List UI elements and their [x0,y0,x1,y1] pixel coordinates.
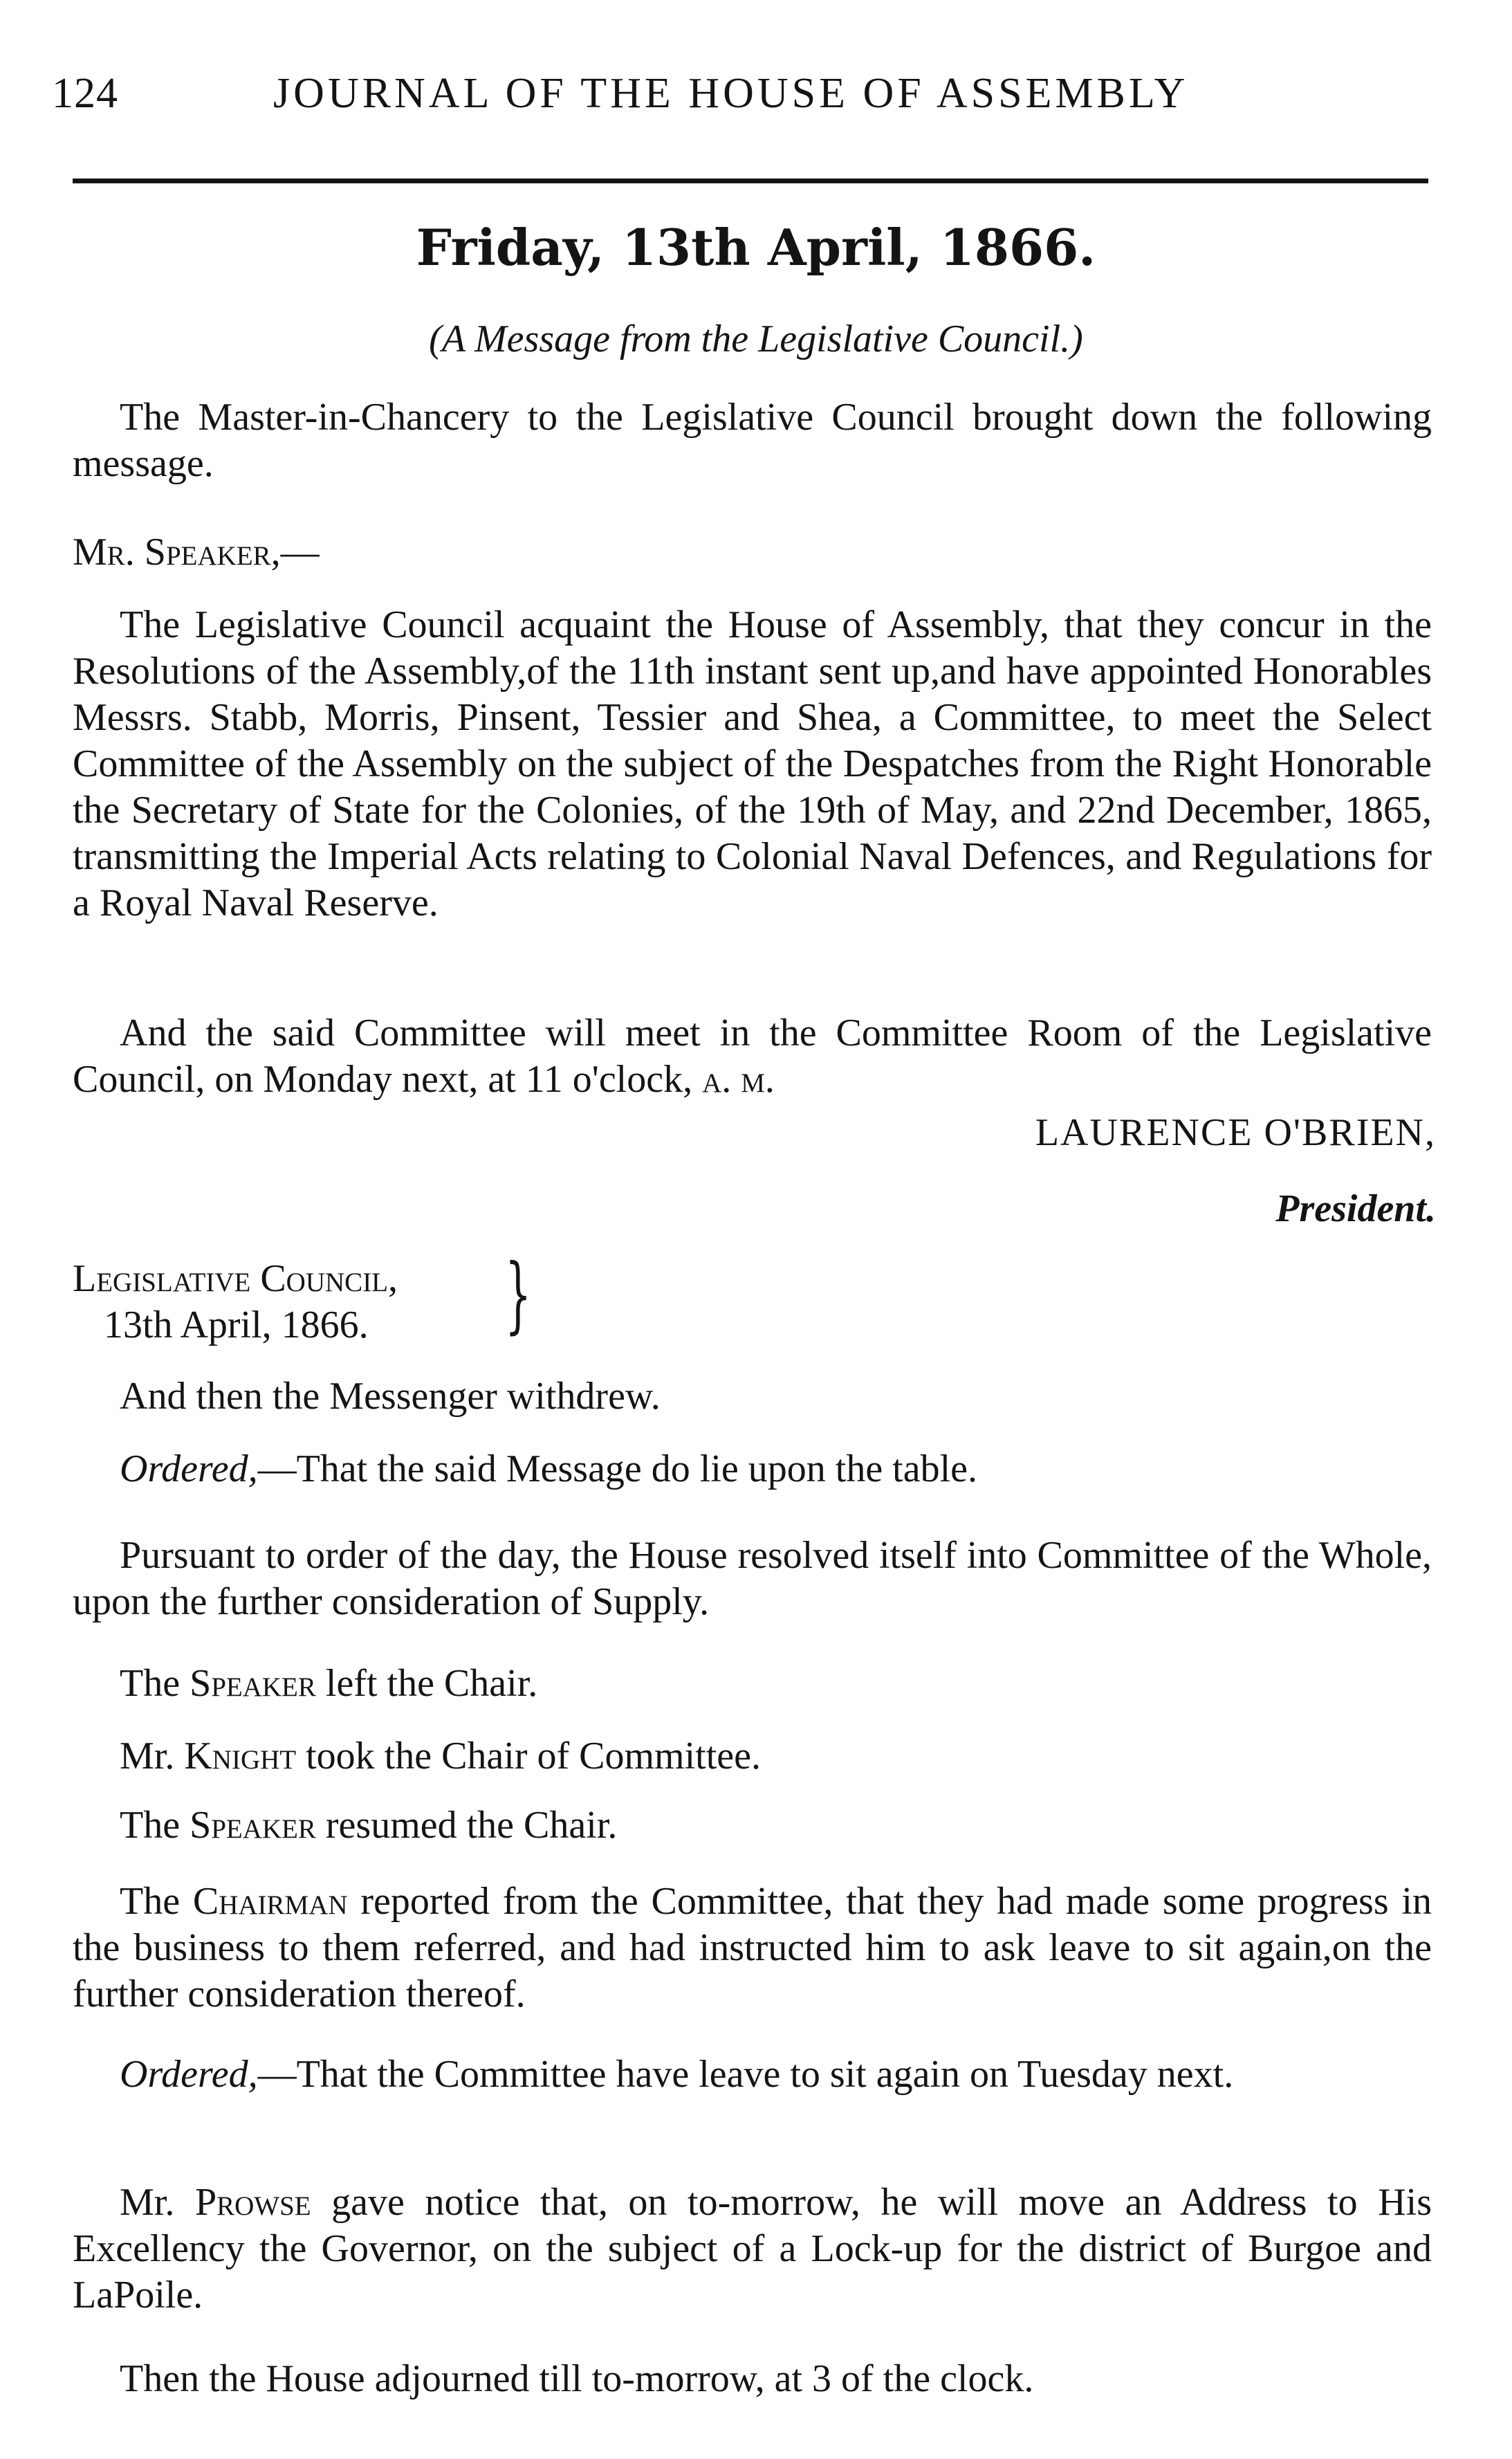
speaker-left-paragraph [73,1661,1432,1707]
ordered-paragraph-1 [73,1446,1432,1492]
knight-pre: Mr. [120,1735,185,1777]
speaker-left-pre: The [120,1662,190,1705]
dateline: Friday, 13th April, 1866. [416,218,1096,277]
knight-post: took the Chair of Committee. [296,1735,761,1777]
prowse-name: Prowse [194,2181,311,2224]
speaker-left-post: left the Chair. [315,1662,538,1705]
prowse-paragraph [73,2179,1432,2319]
meeting-text: And the said Committee will meet in the Committee Room of the Legislative Council, on Monday next, at 11 o'clock, [73,1012,1432,1101]
signature-title: President. [1275,1187,1436,1230]
knight-paragraph [73,1733,1432,1780]
header-rule [73,179,1428,183]
withdrew-paragraph: And then the Messenger withdrew. [120,1375,661,1418]
ordered-label-2: Ordered, [120,2053,258,2096]
speaker-left-name: Speaker [190,1662,316,1705]
salutation: Mr. Speaker,— [73,531,320,574]
place-date: 13th April, 1866. [104,1304,369,1346]
speaker-resumed-name: Speaker [190,1804,316,1847]
page-header [52,69,1435,131]
prowse-post: gave notice that, on to-morrow, he will move an Address to His Excellency the Governor, on the subject of a Lock-up for the district of Burgoe and LaPoile. [73,2181,1432,2316]
chairman-name: Chairman [192,1880,348,1923]
page-number: 124 [52,70,118,117]
ordered-text-1: —That the said Message do lie upon the table. [257,1447,977,1490]
speaker-resumed-paragraph [73,1802,1432,1849]
speaker-resumed-pre: The [120,1804,190,1847]
ordered-paragraph-2 [73,2051,1432,2098]
running-title: JOURNAL OF THE HOUSE OF ASSEMBLY [273,70,1189,117]
speaker-resumed-post: resumed the Chair. [315,1804,618,1847]
place-date-block [73,1256,398,1349]
knight-name: Knight [184,1735,297,1777]
intro-paragraph: The Master-in-Chancery to the Legislative Council brought down the following message. [73,396,1432,485]
supply-paragraph: Pursuant to order of the day, the House resolved itself into Committee of the Whole, upon the further consideration of Supply. [73,1534,1432,1623]
message-body-paragraph: The Legislative Council acquaint the House of Assembly, that they concur in the Resolutions of the Assembly,of the 11th instant sent up,and have appointed Honorables Messrs. Stabb, Morris, Pinsent, Tessier and Shea, a Committee, to meet the Select Committee of the Assembly on the subject of the Despatches from the Right Honorable the Secretary of State for the Colonies, of the 19th of May, and 22nd December, 1865, transmitting the Imperial Acts relating to Colonial Naval Defences, and Regulations for a Royal Naval Reserve. [73,603,1432,924]
message-heading: (A Message from the Legislative Council.) [429,318,1083,360]
adjourned-paragraph: Then the House adjourned till to-morrow, at 3 of the clock. [120,2357,1034,2400]
meeting-time: a. m. [702,1058,775,1101]
chairman-pre: The [120,1880,193,1923]
chairman-paragraph [73,1878,1432,2018]
signature-name: LAURENCE O'BRIEN, [1035,1111,1436,1154]
brace-icon: } [505,1247,532,1343]
meeting-paragraph [73,1010,1432,1103]
place-body: Legislative Council, [73,1257,398,1300]
chairman-post: reported from the Committee, that they had made some progress in the business to them referred, and had instructed him to ask leave to sit again,on the further consideration thereof. [73,1880,1432,2015]
ordered-text-2: —That the Committee have leave to sit again on Tuesday next. [257,2053,1234,2096]
ordered-label: Ordered, [120,1447,258,1490]
prowse-pre: Mr. [120,2181,195,2224]
